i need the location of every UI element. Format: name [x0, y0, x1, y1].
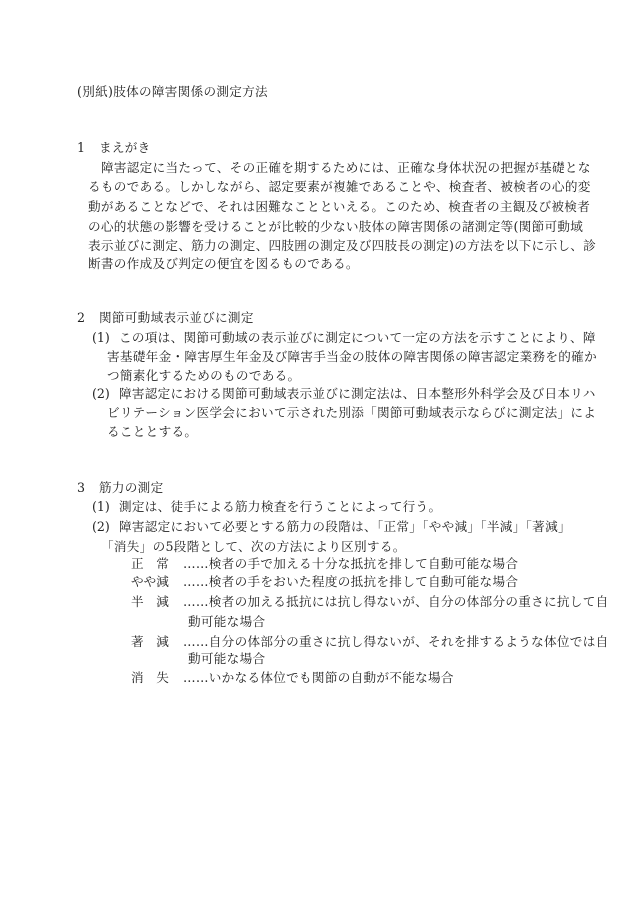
section-1-line: 表示並びに測定、筋力の測定、四肢囲の測定及び四肢長の測定)の方法を以下に示し、診: [88, 238, 597, 253]
section-2-item-line: ビリテーション医学会において示された別添「関節可動域表示ならびに測定法」によ: [107, 405, 597, 420]
grade-description-continued: 動可能な場合: [188, 614, 266, 629]
grade-description: ……検者の手をおいた程度の抵抗を排して自動可能な場合: [183, 574, 519, 589]
grade-label: やや減: [131, 574, 169, 589]
section-2-item-line: ることとする。: [107, 424, 198, 439]
grade-slightly-reduced: [131, 572, 518, 592]
section-1-line: 動があることなどで、それは困難なことといえる。このため、検査者の主観及び被検者: [88, 199, 591, 214]
section-2-heading: 関節可動域表示並びに測定: [99, 310, 254, 325]
grade-description: ……自分の体部分の重さに抗し得ないが、それを排するような体位では自: [183, 634, 609, 649]
section-1-heading: まえがき: [99, 140, 151, 155]
section-2-number: 2: [77, 310, 86, 325]
grade-lost: [131, 668, 454, 688]
section-2-item-line: 害基礎年金・障害厚生年金及び障害手当金の肢体の障害関係の障害認定業務を的確か: [107, 349, 597, 364]
section-3-item-line: 「消失」の5段階として、次の方法により区別する。: [101, 539, 406, 554]
grade-description: ……検者の手で加える十分な抵抗を排して自動可能な場合: [183, 556, 519, 571]
grade-label: 正 常: [131, 556, 169, 571]
grade-label: 消 失: [131, 670, 169, 685]
grade-half-reduced: [131, 592, 609, 612]
section-2-item-number: (1): [92, 330, 110, 345]
section-3-heading: 筋力の測定: [99, 480, 164, 495]
grade-description: ……検者の加える抵抗には抗し得ないが、自分の体部分の重さに抗して自: [183, 594, 609, 609]
section-2-item-line: 障害認定における関節可動域表示並びに測定法は、日本整形外科学会及び日本リハ: [119, 386, 596, 401]
grade-description: ……いかなる体位でも関節の自動が不能な場合: [183, 670, 454, 685]
section-3-item-number: (1): [92, 499, 110, 514]
section-1-line: 断書の作成及び判定の便宜を図るものである。: [88, 256, 359, 271]
grade-normal: [131, 554, 518, 574]
section-2-item-line: この項は、関節可動域の表示並びに測定について一定の方法を示すことにより、障: [119, 330, 596, 345]
section-1-line: 障害認定に当たって、その正確を期するためには、正確な身体状況の把握が基礎とな: [101, 160, 591, 175]
section-2-item-number: (2): [92, 386, 110, 401]
section-3-item-number: (2): [92, 519, 110, 534]
section-3-item-line: 測定は、徒手による筋力検査を行うことによって行う。: [119, 499, 442, 514]
grade-label: 著 減: [131, 634, 169, 649]
section-1-number: 1: [77, 140, 86, 155]
section-2-item-line: つ簡素化するためのものである。: [107, 368, 301, 383]
section-1-line: の心的状態の影響を受けることが比較的少ない肢体の障害関係の諸測定等(関節可動域: [88, 219, 584, 234]
section-3-number: 3: [77, 480, 86, 495]
document-title: (別紙)肢体の障害関係の測定方法: [77, 84, 268, 99]
section-1-line: るものである。しかしながら、認定要素が複雑であることや、検査者、被検者の心的変: [88, 179, 591, 194]
grade-description-continued: 動可能な場合: [188, 651, 266, 666]
grade-label: 半 減: [131, 594, 169, 609]
section-3-item-line: 障害認定において必要とする筋力の段階は、「正常」「やや減」「半減」「著減」: [119, 519, 571, 534]
